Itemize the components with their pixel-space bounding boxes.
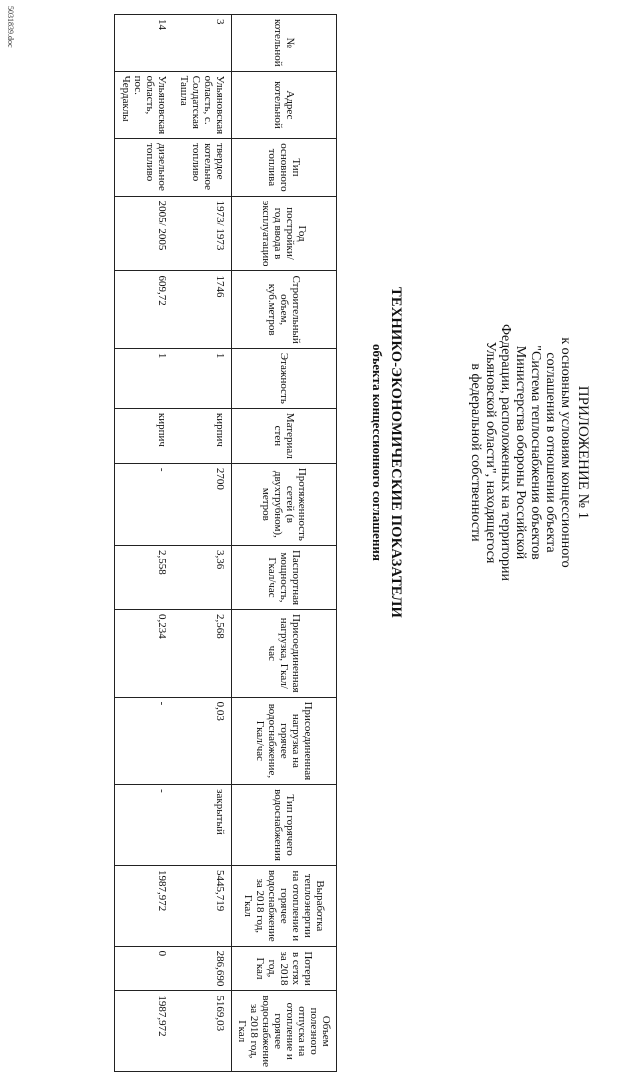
cell-year: 1973/ 1973: [173, 196, 232, 271]
col-header-capacity: Паспортная мощность, Гкал/час: [232, 545, 337, 609]
appendix-line-1: к основным условиям концессионного: [558, 337, 573, 568]
appendix-line-3: "Система теплоснабжения объектов: [528, 345, 543, 560]
cell-floors: 1: [115, 348, 174, 408]
cell-fuel-type: твердое котельное топливо: [173, 139, 232, 196]
cell-heat-output: 5445,719: [173, 866, 232, 947]
cell-address: Ульяновская область, пос. Чердаклы: [115, 71, 174, 139]
cell-useful-supply: 5169,03: [173, 991, 232, 1072]
file-code: 5031839.doc: [6, 6, 15, 48]
appendix-line-6: Ульяновской области", находящегося: [483, 341, 498, 564]
table-row: [173, 15, 232, 1072]
cell-network-losses: 286,690: [173, 946, 232, 991]
appendix-line-2: соглашения в отношении объекта: [543, 352, 558, 553]
appendix-line-7: в федеральной собственности: [468, 363, 483, 542]
cell-boiler-number: 3: [173, 15, 232, 72]
table-row: [115, 15, 174, 1072]
col-header-hot-water-type: Тип горячего водоснабжения: [232, 785, 337, 866]
table-header-row: [232, 15, 337, 1072]
cell-boiler-number: 14: [115, 15, 174, 72]
col-header-connected-load: Присоединенная нагрузка, Гкал/час: [232, 610, 337, 698]
cell-wall-material: кирпич: [173, 408, 232, 463]
cell-network-length: 2700: [173, 463, 232, 545]
cell-fuel-type: дизельное топливо: [115, 139, 174, 196]
cell-hot-water-load: 0,03: [173, 697, 232, 785]
cell-address: Ульяновская область, с. Солдатская Ташла: [173, 71, 232, 139]
cell-connected-load: 2,568: [173, 610, 232, 698]
col-header-year: Год постройки/год ввода в эксплуатацию: [232, 196, 337, 271]
document-subtitle: объекта концессионного соглашения: [370, 344, 385, 561]
cell-volume: 1746: [173, 271, 232, 348]
cell-volume: 609,72: [115, 271, 174, 348]
col-header-hot-water-load: Присоединенная нагрузка на горячее водоснабжение, Гкал/час: [232, 697, 337, 785]
cell-heat-output: 1987,972: [115, 866, 174, 947]
indicators-table: [114, 14, 337, 1072]
cell-capacity: 3,36: [173, 545, 232, 609]
col-header-network-length: Протяженность сетей (в двухтрубном), метров: [232, 463, 337, 545]
col-header-heat-output: Выработка теплоэнергии на отопление и горячее водоснабжение за 2018 год, Гкал: [232, 866, 337, 947]
col-header-boiler-number: № котельной: [232, 15, 337, 72]
col-header-wall-material: Материал стен: [232, 408, 337, 463]
cell-useful-supply: 1987,972: [115, 991, 174, 1072]
appendix-line-5: Федерации, расположенных на территории: [498, 323, 513, 582]
col-header-useful-supply: Объем полезного отпуска на отопление и горячее водоснабжение за 2018 год, Гкал: [232, 991, 337, 1072]
document-title: ТЕХНИКО-ЭКОНОМИЧЕСКИЕ ПОКАЗАТЕЛИ: [388, 287, 404, 618]
col-header-volume: Строительный объем, куб.метров: [232, 271, 337, 348]
appendix-line-4: Министерства обороны Российской: [513, 345, 528, 560]
cell-hot-water-load: -: [115, 697, 174, 785]
col-header-address: Адрес котельной: [232, 71, 337, 139]
col-header-fuel-type: Тип основного топлива: [232, 139, 337, 196]
cell-hot-water-type: закрытый: [173, 785, 232, 866]
cell-year: 2005/ 2005: [115, 196, 174, 271]
cell-connected-load: 0,234: [115, 610, 174, 698]
cell-capacity: 2,558: [115, 545, 174, 609]
col-header-network-losses: Потери в сетях за 2018 год, Гкал: [232, 946, 337, 991]
cell-network-losses: 0: [115, 946, 174, 991]
cell-network-length: -: [115, 463, 174, 545]
appendix-heading: ПРИЛОЖЕНИЕ № 1: [575, 385, 591, 520]
cell-floors: 1: [173, 348, 232, 408]
cell-hot-water-type: -: [115, 785, 174, 866]
cell-wall-material: кирпич: [115, 408, 174, 463]
col-header-floors: Этажность: [232, 348, 337, 408]
